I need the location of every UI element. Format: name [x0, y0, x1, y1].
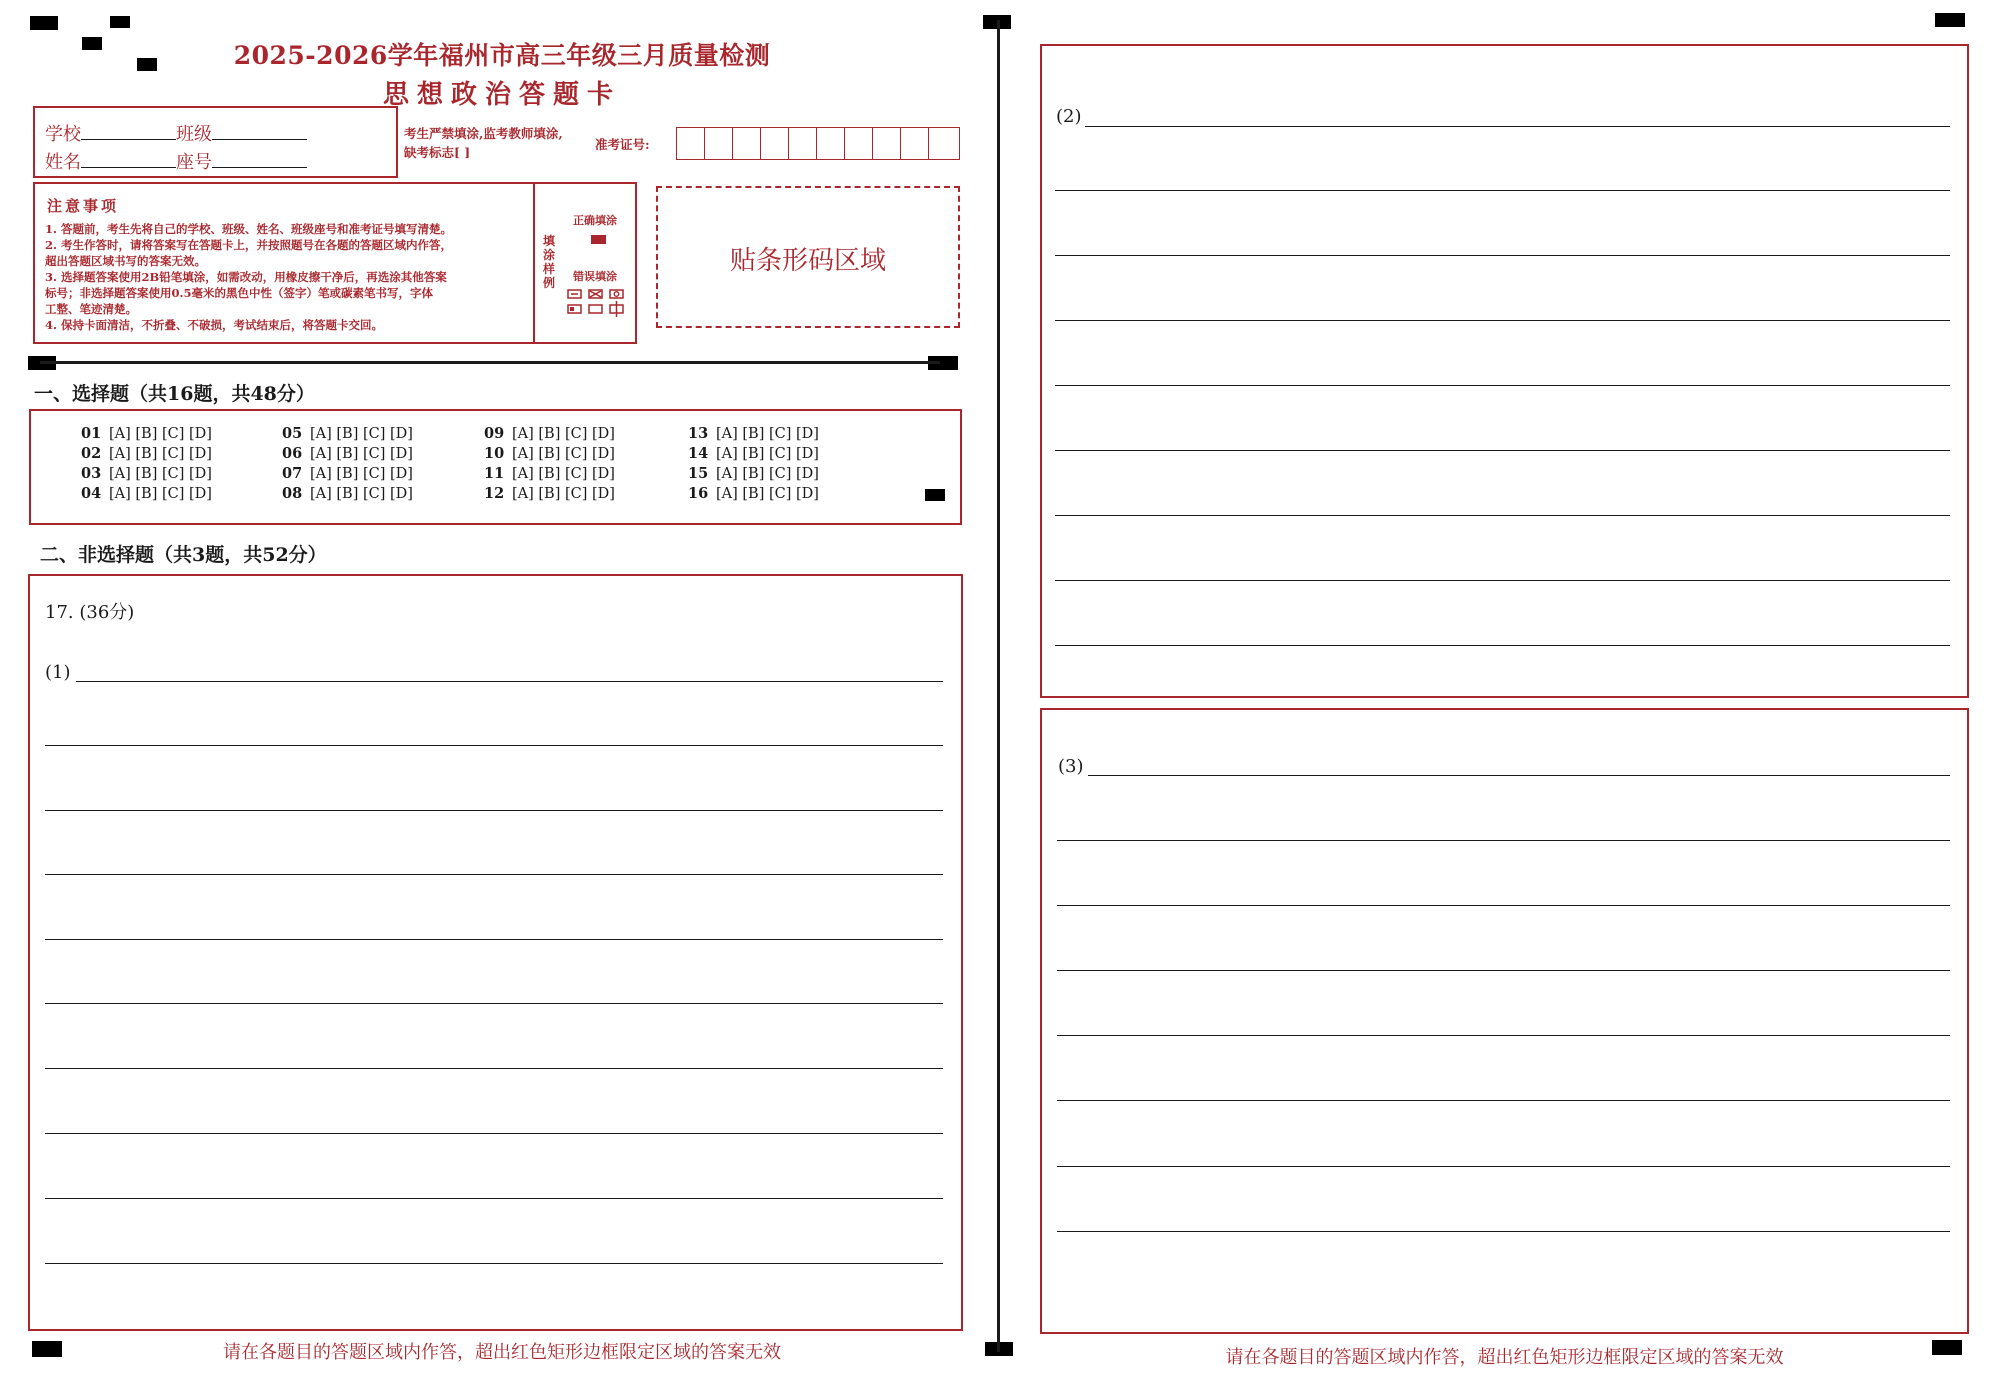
part1-label: (1): [45, 662, 71, 683]
wrong-fill-label: 错误填涂: [573, 270, 617, 283]
positioning-mark: [30, 16, 58, 30]
answer-line[interactable]: [45, 1133, 943, 1134]
mc-question[interactable]: 06 [A] [B] [C] [D]: [282, 445, 413, 462]
page-subtitle: 思想政治答题卡: [382, 80, 621, 110]
footer-note-right: 请在各题目的答题区域内作答，超出红色矩形边框限定区域的答案无效: [1225, 1347, 1784, 1368]
answer-line[interactable]: [1057, 1100, 1950, 1101]
answer-line[interactable]: [45, 874, 943, 875]
center-divider: [997, 20, 1000, 1352]
class-label: 班级: [176, 124, 212, 145]
absence-note: [404, 126, 563, 161]
answer-line[interactable]: [1055, 515, 1950, 516]
barcode-label: 贴条形码区域: [729, 246, 886, 276]
mc-question[interactable]: 08 [A] [B] [C] [D]: [282, 485, 413, 502]
header-separator: [40, 361, 940, 364]
answer-line[interactable]: [76, 681, 943, 682]
notice-list: [45, 221, 452, 333]
seat-label: 座号: [176, 152, 212, 173]
name-label: 姓名: [45, 152, 81, 173]
footer-note-left: 请在各题目的答题区域内作答，超出红色矩形边框限定区域的答案无效: [223, 1342, 781, 1363]
answer-line[interactable]: [1057, 905, 1950, 906]
answer-line[interactable]: [45, 1068, 943, 1069]
mc-answer-box: [29, 409, 962, 525]
answer-line[interactable]: [1085, 126, 1950, 127]
mc-question[interactable]: 13 [A] [B] [C] [D]: [688, 425, 819, 442]
fill-example-side-label: 填涂样例: [543, 234, 556, 290]
seat-field[interactable]: [212, 151, 307, 168]
answer-line[interactable]: [1057, 970, 1950, 971]
answer-line[interactable]: [1055, 190, 1950, 191]
notice-item: 4. 保持卡面清洁，不折叠、不破损，考试结束后，将答题卡交回。: [45, 318, 384, 332]
q17-answer-box[interactable]: [28, 574, 963, 1331]
answer-line[interactable]: [1057, 1166, 1950, 1167]
answer-line[interactable]: [45, 1003, 943, 1004]
exam-id-label: 准考证号:: [595, 137, 650, 152]
answer-line[interactable]: [1055, 580, 1950, 581]
q17-label: 17. (36分): [45, 602, 135, 623]
notice-item: 超出答题区域书写的答案无效。: [45, 254, 206, 268]
answer-line[interactable]: [1057, 1035, 1950, 1036]
answer-line[interactable]: [1057, 840, 1950, 841]
positioning-mark: [110, 16, 130, 28]
part3-answer-box[interactable]: [1040, 708, 1969, 1334]
answer-line[interactable]: [1055, 645, 1950, 646]
part3-label: (3): [1058, 756, 1084, 777]
mc-question[interactable]: 16 [A] [B] [C] [D]: [688, 485, 819, 502]
mc-question[interactable]: 09 [A] [B] [C] [D]: [484, 425, 615, 442]
wrong-fill-samples: [567, 288, 633, 318]
barcode-area: [656, 186, 960, 328]
notice-item: 标号；非选择题答案使用0.5毫米的黑色中性（签字）笔或碳素笔书写，字体: [45, 286, 434, 300]
mc-question[interactable]: 02 [A] [B] [C] [D]: [81, 445, 212, 462]
mc-question[interactable]: 05 [A] [B] [C] [D]: [282, 425, 413, 442]
mc-question[interactable]: 14 [A] [B] [C] [D]: [688, 445, 819, 462]
mc-question[interactable]: 07 [A] [B] [C] [D]: [282, 465, 413, 482]
absence-mark[interactable]: 缺考标志[ ]: [404, 145, 471, 160]
notice-item: 2. 考生作答时，请将答案写在答题卡上，并按照题号在各题的答题区域内作答，: [45, 238, 453, 252]
mc-question[interactable]: 10 [A] [B] [C] [D]: [484, 445, 615, 462]
mc-question[interactable]: 01 [A] [B] [C] [D]: [81, 425, 212, 442]
page-title: 2025-2026学年福州市高三年级三月质量检测: [233, 41, 771, 70]
school-field[interactable]: [81, 123, 176, 140]
answer-line[interactable]: [1055, 385, 1950, 386]
school-label: 学校: [45, 124, 81, 145]
answer-line[interactable]: [1055, 255, 1950, 256]
section1-heading: 一、选择题（共16题，共48分）: [34, 383, 315, 405]
correct-fill-sample: [591, 235, 606, 244]
mc-question[interactable]: 03 [A] [B] [C] [D]: [81, 465, 212, 482]
fill-example-box: [533, 182, 637, 344]
answer-line[interactable]: [45, 745, 943, 746]
notice-item: 3. 选择题答案使用2B铅笔填涂，如需改动，用橡皮擦干净后，再选涂其他答案: [45, 270, 447, 284]
notice-item: 1. 答题前，考生先将自己的学校、班级、姓名、班级座号和准考证号填写清楚。: [45, 222, 453, 236]
notice-title: 注意事项: [47, 197, 120, 215]
notice-box: [33, 182, 535, 344]
correct-fill-label: 正确填涂: [573, 214, 617, 227]
answer-line[interactable]: [1055, 450, 1950, 451]
mc-question[interactable]: 11 [A] [B] [C] [D]: [484, 465, 615, 482]
exam-id-grid[interactable]: [676, 127, 960, 160]
part2-answer-box[interactable]: [1040, 44, 1969, 698]
part2-label: (2): [1056, 106, 1082, 127]
answer-line[interactable]: [45, 810, 943, 811]
notice-item: 工整、笔迹清楚。: [45, 302, 137, 316]
positioning-mark: [1935, 13, 1965, 27]
answer-line[interactable]: [45, 1263, 943, 1264]
mc-question[interactable]: 12 [A] [B] [C] [D]: [484, 485, 615, 502]
mc-question[interactable]: 15 [A] [B] [C] [D]: [688, 465, 819, 482]
answer-line[interactable]: [1088, 775, 1950, 776]
section2-heading: 二、非选择题（共3题，共52分）: [40, 544, 327, 566]
answer-line[interactable]: [1055, 320, 1950, 321]
answer-line[interactable]: [45, 1198, 943, 1199]
answer-line[interactable]: [45, 939, 943, 940]
absence-note-line1: 考生严禁填涂,监考教师填涂,: [404, 126, 563, 141]
class-field[interactable]: [212, 123, 307, 140]
answer-line[interactable]: [1057, 1231, 1950, 1232]
name-field[interactable]: [81, 151, 176, 168]
student-info-box: [33, 106, 398, 178]
mc-question[interactable]: 04 [A] [B] [C] [D]: [81, 485, 212, 502]
